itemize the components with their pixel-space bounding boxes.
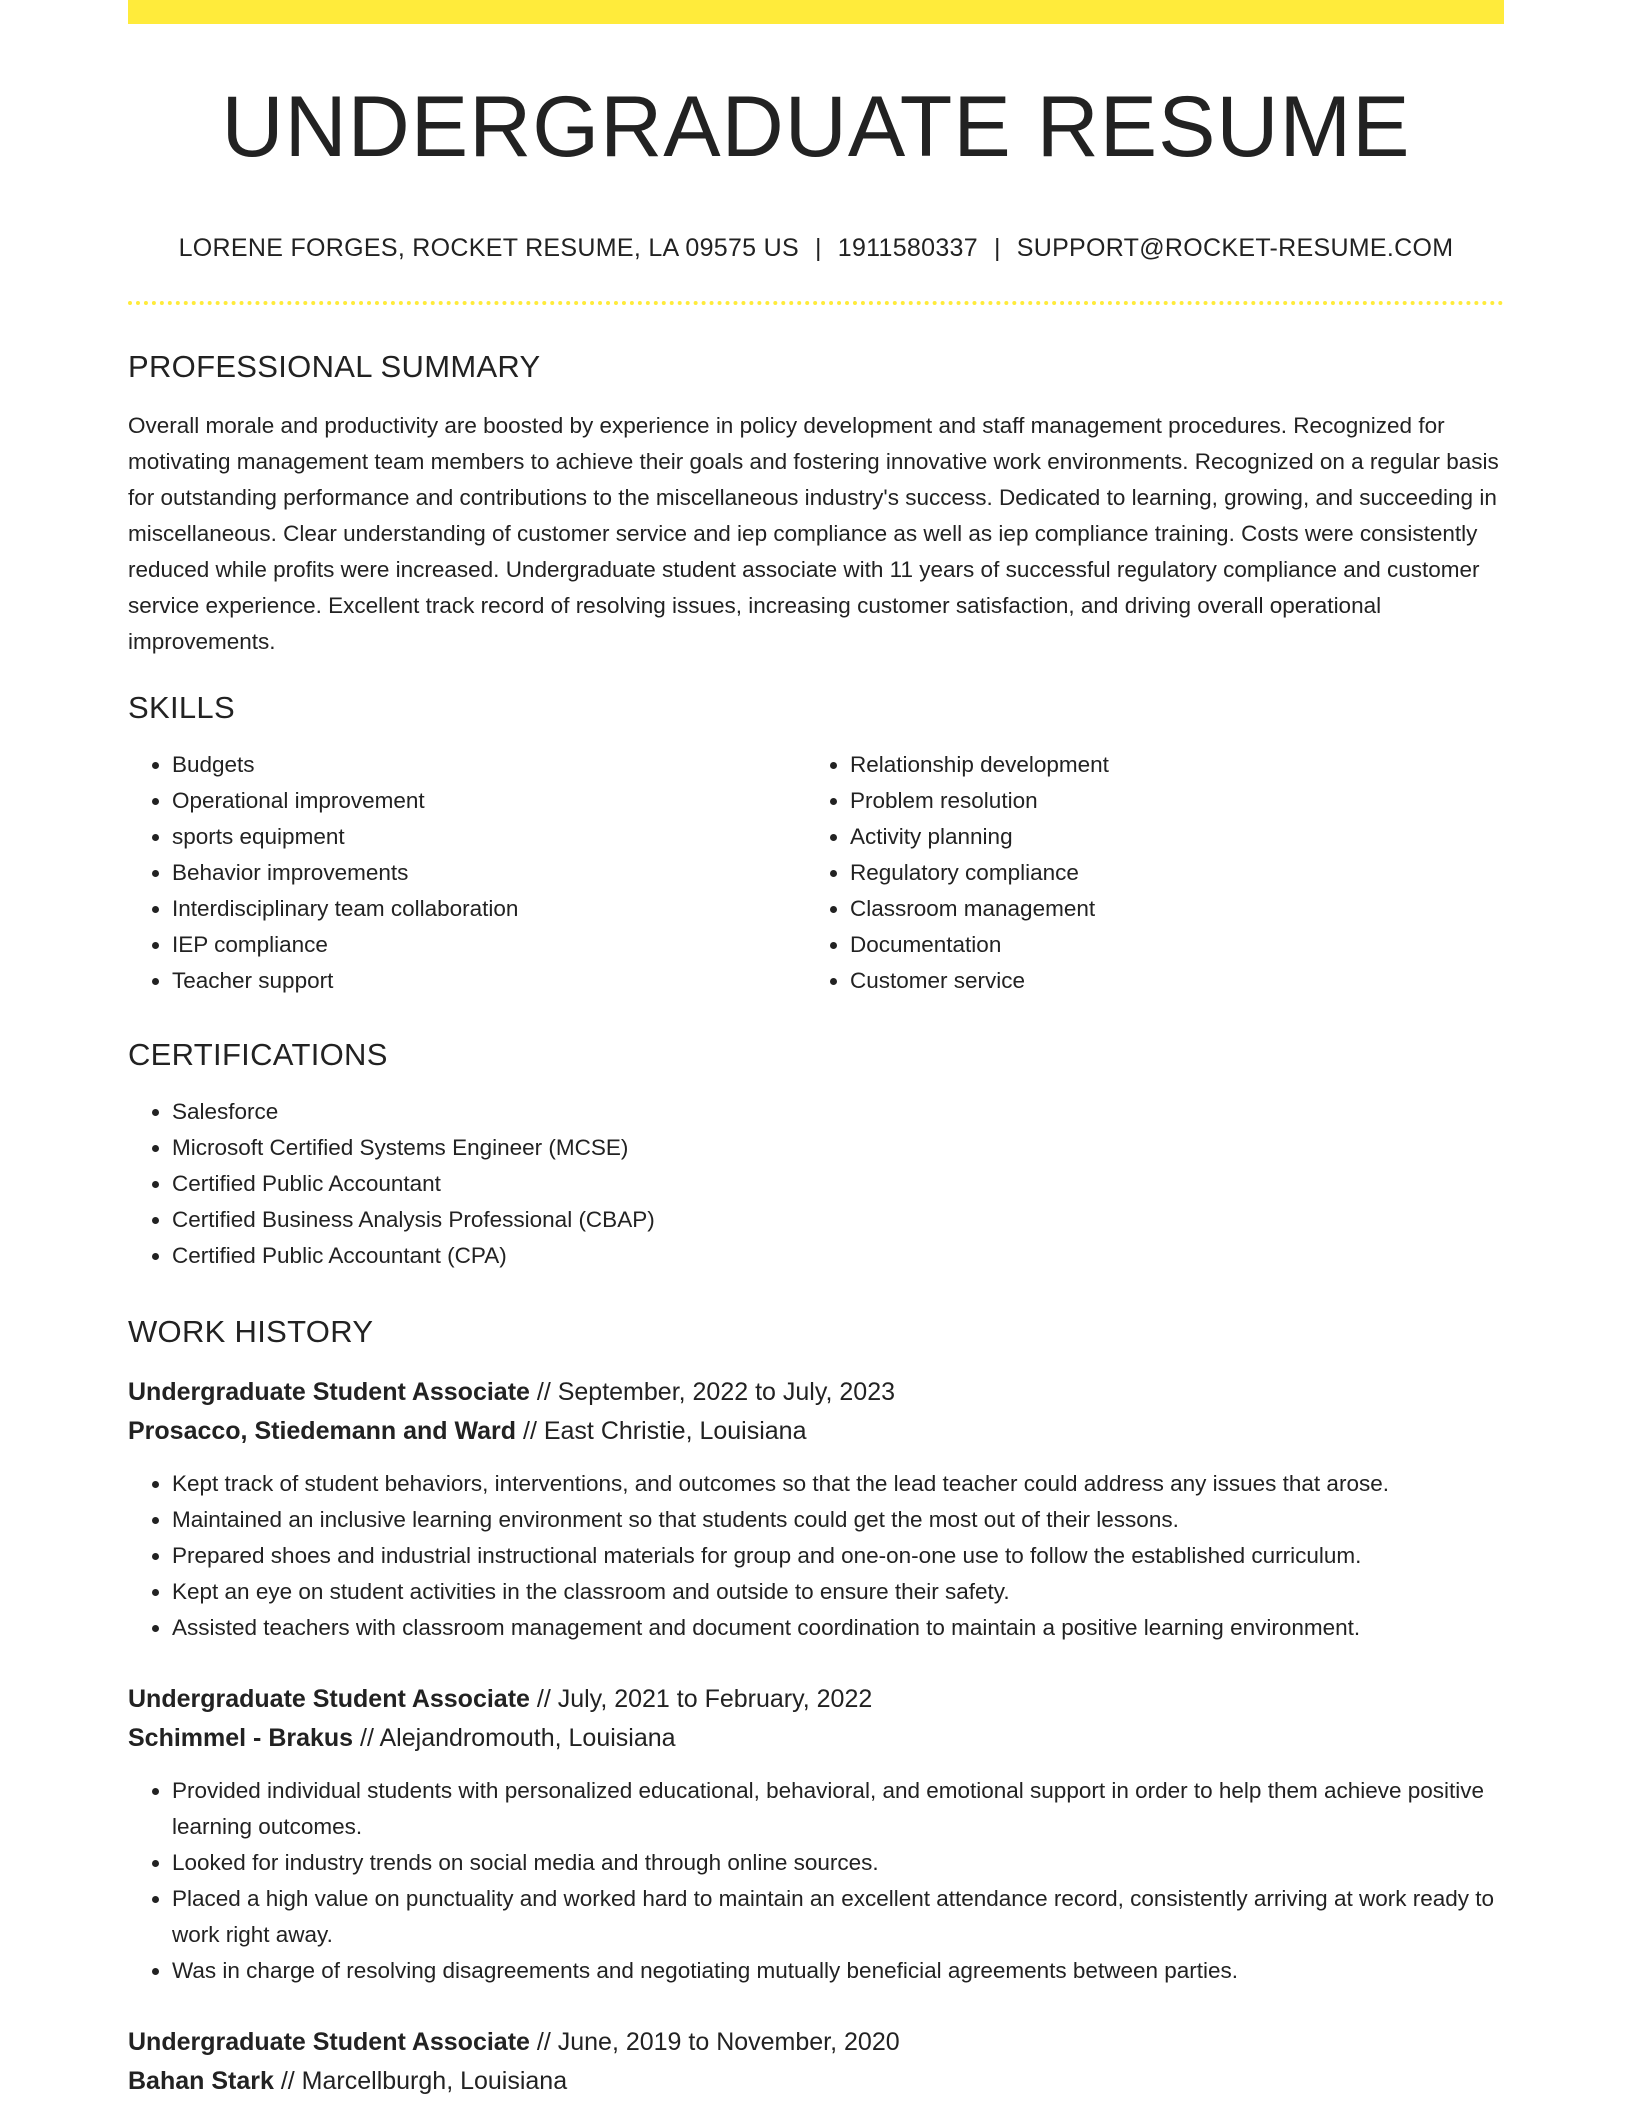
contact-line [128, 236, 1504, 261]
job-company: Bahan Stark [128, 2067, 274, 2095]
job-bullet: • Placed a high value on punctuality and worked hard to maintain an excellent attendance record, consistently arriving at work ready to work right away. [172, 1881, 1504, 1953]
certification-item: • Certified Public Accountant (CPA) [172, 1238, 1504, 1274]
skill-item: • Teacher support [172, 963, 806, 999]
contact-address: LORENE FORGES, ROCKET RESUME, LA 09575 US [178, 234, 799, 262]
top-accent-bar [128, 0, 1504, 24]
dotted-divider [128, 301, 1504, 305]
job-bullet: • Assisted teachers with classroom management and document coordination to maintain a positive learning environment. [172, 1610, 1504, 1646]
skills-list-left [128, 747, 806, 999]
certification-item: • Salesforce [172, 1094, 1504, 1130]
skills-list-right [806, 747, 1504, 999]
certification-item: • Microsoft Certified Systems Engineer (MCSE) [172, 1130, 1504, 1166]
work-history-section [128, 1316, 1504, 2101]
job-entry [128, 2023, 1504, 2101]
contact-phone: 1911580337 [837, 234, 978, 262]
skill-item: • Interdisciplinary team collaboration [172, 891, 806, 927]
certifications-section [128, 1039, 1504, 1274]
work-history-heading: WORK HISTORY [128, 1314, 374, 1349]
contact-email: SUPPORT@ROCKET-RESUME.COM [1016, 234, 1454, 262]
skill-item: • Customer service [850, 963, 1504, 999]
skills-heading: SKILLS [128, 690, 235, 725]
job-bullets [128, 1773, 1504, 1989]
job-title-line [128, 1373, 1504, 1412]
job-title-line [128, 2023, 1504, 2062]
skill-item: • Classroom management [850, 891, 1504, 927]
job-company-line [128, 1412, 1504, 1451]
job-company: Prosacco, Stiedemann and Ward [128, 1417, 517, 1445]
skills-section [128, 692, 1504, 999]
summary-text: Overall morale and productivity are boosted by experience in policy development and staff management procedures. Recognized for motivating management team members to achieve their goals and fostering innovative work environments. Recognized on a regular basis for outstanding performance and contributions to the miscellaneous industry's success. Dedicated to learning, growing, and succeeding in miscellaneous. Clear understanding of customer service and iep compliance as well as iep compliance training. Costs were consistently reduced while profits were increased. Undergraduate student associate with 11 years of successful regulatory compliance and customer service experience. Excellent track record of resolving issues, increasing customer satisfaction, and driving overall operational improvements. [128, 413, 1499, 654]
skill-item: • Documentation [850, 927, 1504, 963]
page-title: UNDERGRADUATE RESUME [221, 79, 1411, 175]
job-bullet: • Prepared shoes and industrial instructional materials for group and one-on-one use to follow the established curriculum. [172, 1538, 1504, 1574]
job-company: Schimmel - Brakus [128, 1724, 354, 1752]
job-company-line [128, 2062, 1504, 2101]
skill-item: • Regulatory compliance [850, 855, 1504, 891]
job-dates: // July, 2021 to February, 2022 [536, 1685, 873, 1713]
skill-item: • Activity planning [850, 819, 1504, 855]
job-title-line [128, 1680, 1504, 1719]
certification-item: • Certified Business Analysis Professional (CBAP) [172, 1202, 1504, 1238]
skills-grid [128, 747, 1504, 999]
job-dates: // June, 2019 to November, 2020 [536, 2028, 900, 2056]
job-location: // Alejandromouth, Louisiana [360, 1724, 676, 1752]
skill-item: • IEP compliance [172, 927, 806, 963]
job-bullet: • Kept an eye on student activities in the classroom and outside to ensure their safety. [172, 1574, 1504, 1610]
resume-content [128, 0, 1504, 2101]
certifications-heading: CERTIFICATIONS [128, 1037, 388, 1072]
contact-separator: | [993, 234, 1001, 262]
skill-item: • Budgets [172, 747, 806, 783]
job-bullet: • Maintained an inclusive learning environment so that students could get the most out of their lessons. [172, 1502, 1504, 1538]
job-dates: // September, 2022 to July, 2023 [536, 1378, 895, 1406]
skill-item: • Relationship development [850, 747, 1504, 783]
job-location: // East Christie, Louisiana [523, 1417, 807, 1445]
job-title: Undergraduate Student Associate [128, 1378, 530, 1406]
contact-separator: | [814, 234, 822, 262]
certification-item: • Certified Public Accountant [172, 1166, 1504, 1202]
job-bullet: • Was in charge of resolving disagreements and negotiating mutually beneficial agreements between parties. [172, 1953, 1504, 1989]
skill-item: • Behavior improvements [172, 855, 806, 891]
summary-heading: PROFESSIONAL SUMMARY [128, 349, 541, 384]
job-bullets [128, 1466, 1504, 1646]
certifications-list [128, 1094, 1504, 1274]
skill-item: • sports equipment [172, 819, 806, 855]
job-bullet: • Kept track of student behaviors, interventions, and outcomes so that the lead teacher could address any issues that arose. [172, 1466, 1504, 1502]
job-bullet: • Provided individual students with personalized educational, behavioral, and emotional support in order to help them achieve positive learning outcomes. [172, 1773, 1504, 1845]
skill-item: • Problem resolution [850, 783, 1504, 819]
summary-section [128, 351, 1504, 660]
job-bullet: • Looked for industry trends on social media and through online sources. [172, 1845, 1504, 1881]
job-title: Undergraduate Student Associate [128, 1685, 530, 1713]
job-title: Undergraduate Student Associate [128, 2028, 530, 2056]
job-company-line [128, 1719, 1504, 1758]
skill-item: • Operational improvement [172, 783, 806, 819]
job-location: // Marcellburgh, Louisiana [280, 2067, 568, 2095]
job-entry [128, 1373, 1504, 1646]
job-entry [128, 1680, 1504, 1989]
